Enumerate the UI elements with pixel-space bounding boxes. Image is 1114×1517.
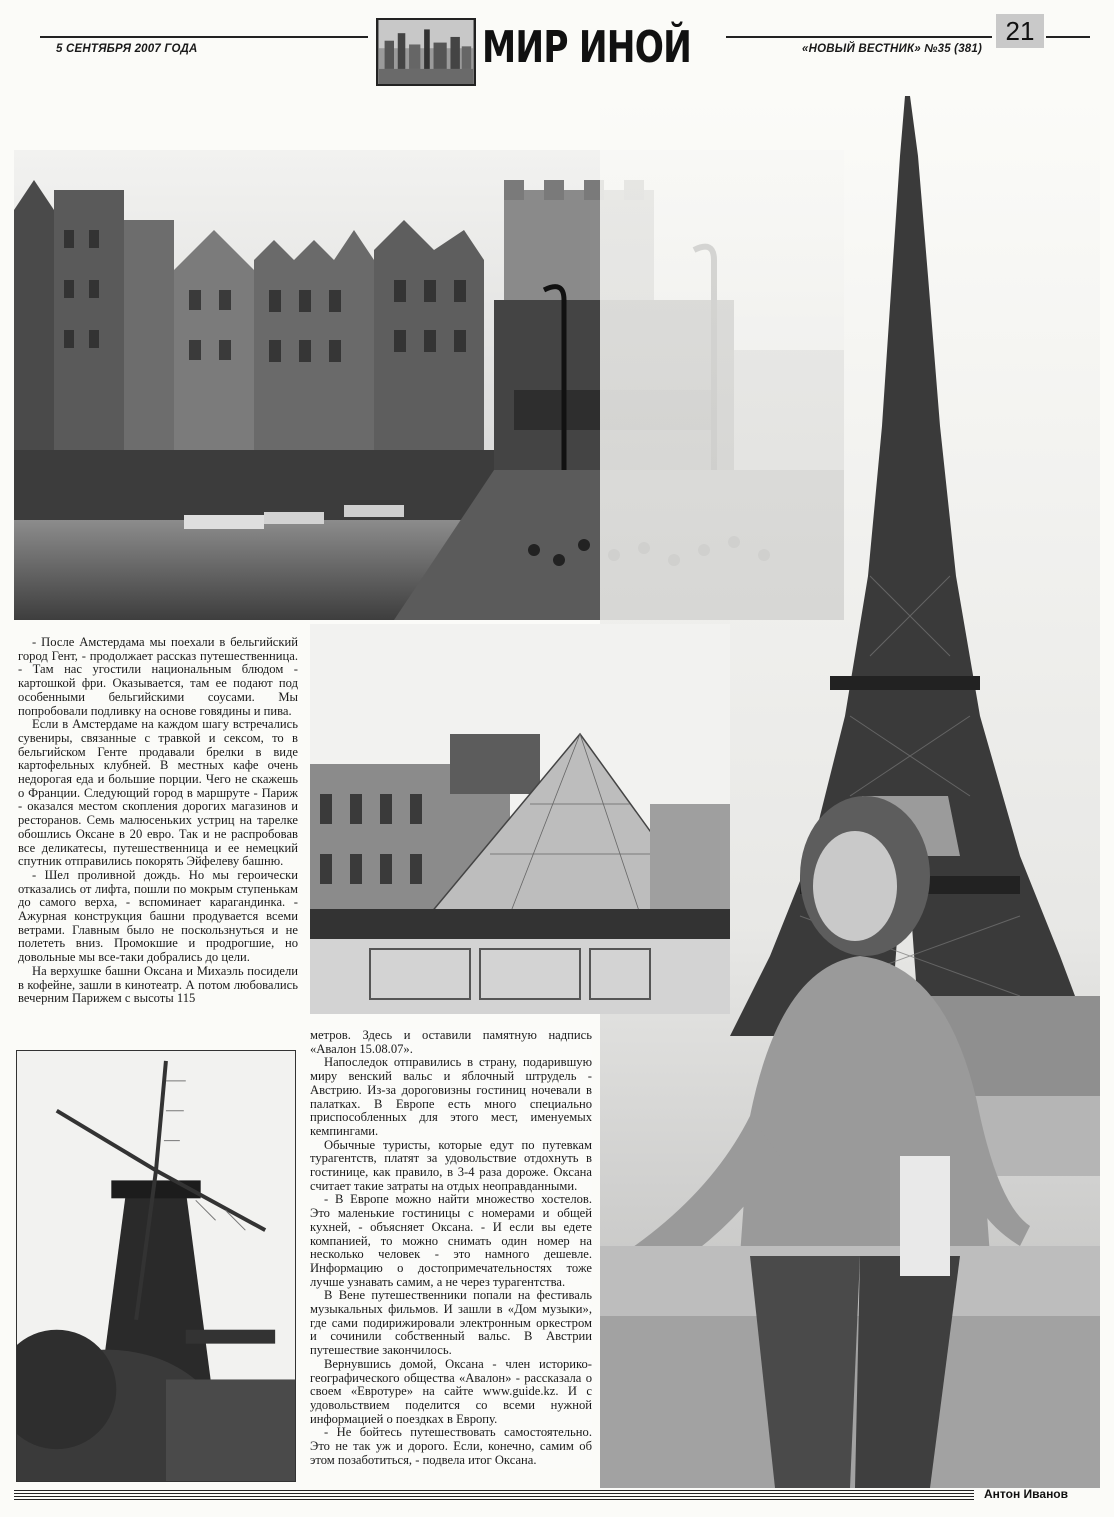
author-name: Антон Иванов [984,1487,1069,1501]
article-paragraph: В Вене путешественники попали на фестиваль музыкальных фильмов. И зашли в «Дом музыки», где сами подирижировали электронным оркестром и сочинили собственный вальс. В Австрии путешествие закончилось. [310,1288,592,1358]
footer-rule [14,1499,974,1500]
header-rule-far-right [1046,36,1090,38]
photo-louvre-pyramid [310,624,730,1014]
article-paragraph: - В Европе можно найти множество хостелов. Это маленькие гостиницы с номерами и общей кухней, - объясняет Оксана. - И если вы едете компанией, то можно снимать один номер на несколько человек - это намного дешевле. Информацию о достопримечательностях тоже лучше узнавать самим, а не через турагентства. [310,1192,592,1289]
page-number: 21 [996,14,1044,48]
section-thumbnail [376,18,476,86]
footer-rule [14,1490,974,1491]
header-rule-left [40,36,368,38]
issue-date: 5 СЕНТЯБРЯ 2007 ГОДА [56,43,198,55]
article-paragraph: - Не бойтесь путешествовать самостоятельно. Это не так уж и дорого. Если, конечно, самим об этом позаботиться, - подвела итог Оксана. [310,1425,592,1467]
header-rule-right [726,36,992,38]
article-paragraph: - Шел проливной дождь. Но мы героически отказались от лифта, пошли по мокрым ступенькам до самого верха, - вспоминает карагандинка. - Ажурная конструкция башни продувается всеми ветрами. Главным было не поскользнуться и не полететь вниз. Промокшие и продрогшие, но довольные мы все-таки добрались до цели. [18,867,298,965]
article-paragraph: Напоследок отправились в страну, подарившую миру венский вальс и яблочный штрудель - Австрию. Из-за дороговизны гостиниц ночевали в палатках. В Европе есть много специально приспособленных для этого мест, именуемых кемпингами. [310,1055,592,1138]
article-paragraph: метров. Здесь и оставили памятную надпись «Авалон 15.08.07». [310,1028,592,1056]
footer-rule [14,1493,974,1494]
article-column-2 [310,1029,592,1468]
article-column-1 [18,636,298,1006]
article-paragraph: Обычные туристы, которые едут по путевкам турагентств, платят за удовольствие отдохнуть в гостинице, как правило, в 3-4 раза дороже. Оксана считает такие затраты на отдых неоправданными. [310,1137,592,1193]
photo-windmill [16,1050,296,1482]
article-paragraph: Вернувшись домой, Оксана - член историко-географического общества «Авалон» - рассказала о своем «Евротуре» на сайте www.guide.kz. И с удовольствием поделится со всеми нужной информацией о поездках в Европу. [310,1356,592,1426]
newspaper-name: «НОВЫЙ ВЕСТНИК» №35 (381) [802,43,983,55]
footer-rule [14,1496,974,1497]
section-title: МИР ИНОЙ [482,22,692,73]
article-paragraph: - После Амстердама мы поехали в бельгийский город Гент, - продолжает рассказ путешественница. - Там нас угостили национальным блюдом - картошкой фри. Оказывается, там ее подают под особенными бельгийскими соусами. Мы попробовали подливку на основе говядины и пива. [18,635,298,718]
article-paragraph: На верхушке башни Оксана и Михаэль посидели в кофейне, зашли в кинотеатр. А потом любовались вечерним Парижем с высоты 115 [18,963,298,1006]
article-paragraph: Если в Амстердаме на каждом шагу встречались сувениры, связанные с травкой и сексом, то в бельгийском Генте продавали брелки в виде картофельных клубней. В местных кафе очень недорогая еда и большие порции. Чего не скажешь о Франции. Следующий город в маршруте - Париж - оказался местом скопления дорогих магазинов и ресторанов. Семь малюсеньких устриц на тарелке обошлись Оксане в 20 евро. Так и не распробовав все деликатесы, путешественница и ее немецкий спутник отправились покорять Эйфелеву башню. [18,717,298,869]
